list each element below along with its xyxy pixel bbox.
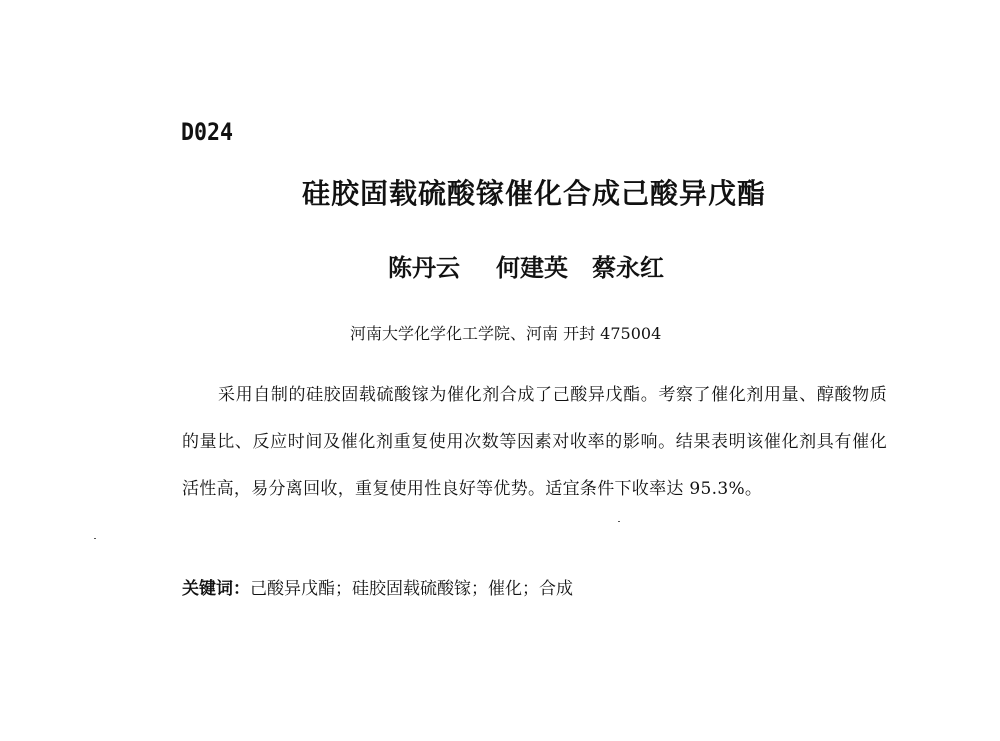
affiliation: 河南大学化学化工学院、河南 开封 475004 [350, 324, 662, 343]
keywords-label: 关键词： [182, 579, 250, 599]
paper-code: D024 [181, 118, 234, 146]
keywords [182, 574, 573, 599]
scan-speck [94, 538, 96, 539]
author-2: 何建英 [496, 253, 568, 282]
author-1: 陈丹云 [388, 253, 460, 282]
paper-title: 硅胶固载硫酸镓催化合成己酸异戊酯 [301, 177, 766, 210]
author-3: 蔡永红 [592, 253, 664, 282]
abstract: 采用自制的硅胶固载硫酸镓为催化剂合成了己酸异戊酯。考察了催化剂用量、醇酸物质的量比、反应时间及催化剂重复使用次数等因素对收率的影响。结果表明该催化剂具有催化活性高，易分离回收，重复使用性良好等优势。适宜条件下收率达 95.3%。 [182, 385, 887, 499]
keywords-text: 己酸异戊酯；硅胶固载硫酸镓；催化；合成 [250, 579, 573, 599]
scan-speck [618, 521, 620, 522]
author-list [388, 248, 664, 283]
